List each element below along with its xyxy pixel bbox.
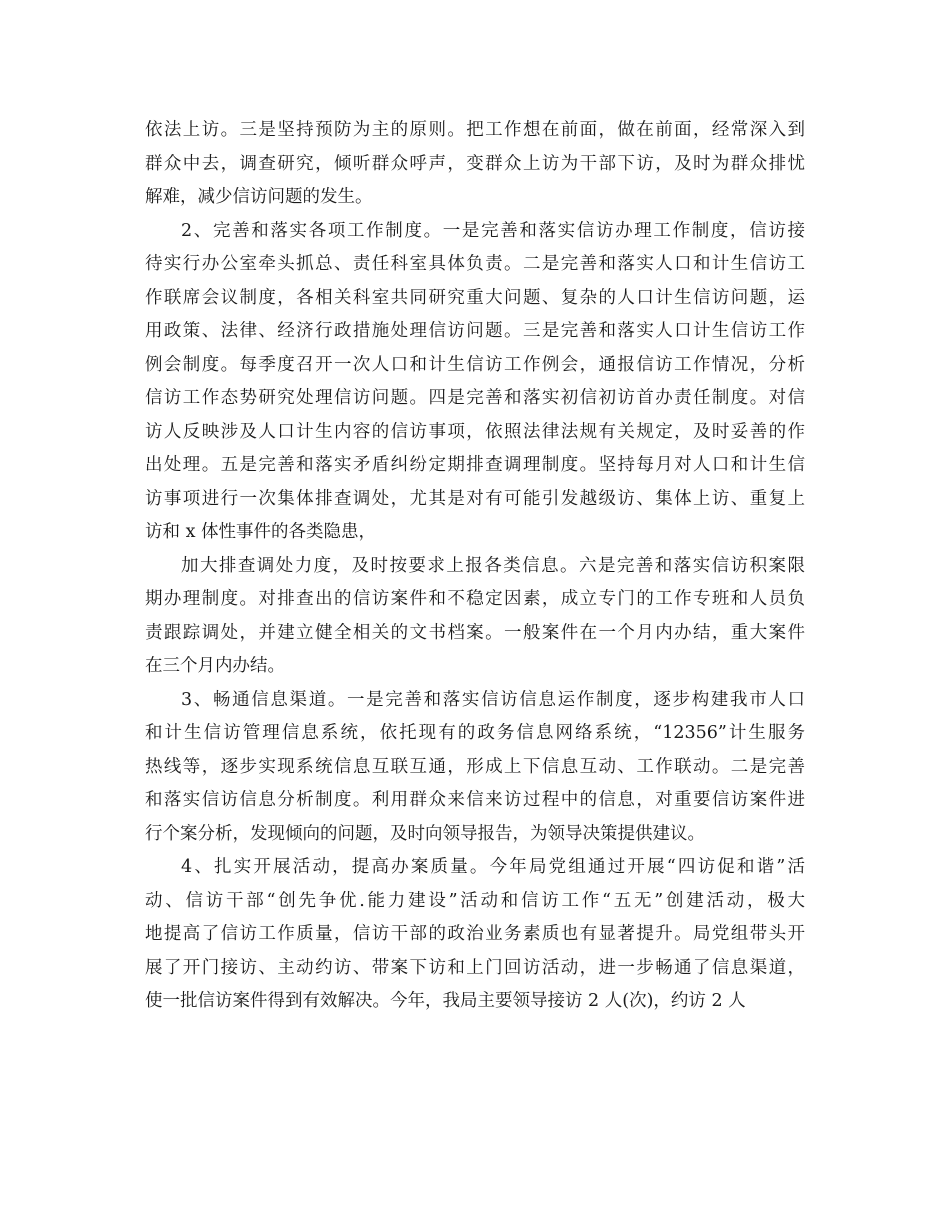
text-line: 期办理制度。对排查出的信访案件和不稳定因素，成立专门的工作专班和人员负 <box>145 589 805 609</box>
text-line: 例会制度。每季度召开一次人口和计生信访工作例会，通报信访工作情况，分析 <box>145 354 805 375</box>
text-line: 访和 x 体性事件的各类隐患， <box>145 522 376 542</box>
text-line: 依法上访。三是坚持预防为主的原则。把工作想在前面，做在前面，经常深入到 <box>145 120 805 140</box>
text-line: 2、完善和落实各项工作制度。一是完善和落实信访办理工作制度，信访接 <box>181 220 805 241</box>
text-line: 作联席会议制度，各相关科室共同研究重大问题、复杂的人口计生信访问题，运 <box>145 287 805 308</box>
text-line: 行个案分析，发现倾向的问题，及时向领导报告，为领导决策提供建议。 <box>145 823 705 844</box>
text-line: 解难，减少信访问题的发生。 <box>145 187 373 207</box>
text-line: 热线等，逐步实现系统信息互联互通，形成上下信息互动、工作联动。二是完善 <box>145 756 805 777</box>
text-line: 访人反映涉及人口计生内容的信访事项，依照法律法规有关规定，及时妥善的作 <box>145 421 805 442</box>
text-line: 3、畅通信息渠道。一是完善和落实信访信息运作制度，逐步构建我市人口 <box>181 689 805 710</box>
text-line: 和计生信访管理信息系统，依托现有的政务信息网络系统，“12356”计生服务 <box>145 723 805 743</box>
text-line: 4、扎实开展活动，提高办案质量。今年局党组通过开展“四访促和谐”活 <box>181 857 805 877</box>
text-line: 访事项进行一次集体排查调处，尤其是对有可能引发越级访、集体上访、重复上 <box>145 488 805 509</box>
text-line: 使一批信访案件得到有效解决。今年，我局主要领导接访 2 人(次)，约访 2 人 <box>145 991 746 1011</box>
text-line: 用政策、法律、经济行政措施处理信访问题。三是完善和落实人口计生信访工作 <box>145 321 805 341</box>
text-line: 待实行办公室牵头抓总、责任科室具体负责。二是完善和落实人口和计生信访工 <box>145 254 805 274</box>
text-line: 信访工作态势研究处理信访问题。四是完善和落实初信初访首办责任制度。对信 <box>145 388 805 408</box>
text-line: 责跟踪调处，并建立健全相关的文书档案。一般案件在一个月内办结，重大案件 <box>145 622 805 643</box>
text-line: 动、信访干部“创先争优.能力建设”活动和信访工作“五无”创建活动，极大 <box>145 890 805 911</box>
text-line: 在三个月内办结。 <box>145 656 285 676</box>
text-line: 和落实信访信息分析制度。利用群众来信来访过程中的信息，对重要信访案件进 <box>145 790 805 810</box>
text-line: 加大排查调处力度，及时按要求上报各类信息。六是完善和落实信访积案限 <box>181 555 805 576</box>
text-line: 地提高了信访工作质量，信访干部的政治业务素质也有显著提升。局党组带头开 <box>145 924 805 944</box>
text-line: 展了开门接访、主动约访、带案下访和上门回访活动，进一步畅通了信息渠道， <box>145 957 805 978</box>
text-line: 群众中去，调查研究，倾听群众呼声，变群众上访为干部下访，及时为群众排忧 <box>145 153 805 174</box>
document-body <box>145 114 805 1019</box>
text-line: 出处理。五是完善和落实矛盾纠纷定期排查调理制度。坚持每月对人口和计生信 <box>145 455 805 475</box>
